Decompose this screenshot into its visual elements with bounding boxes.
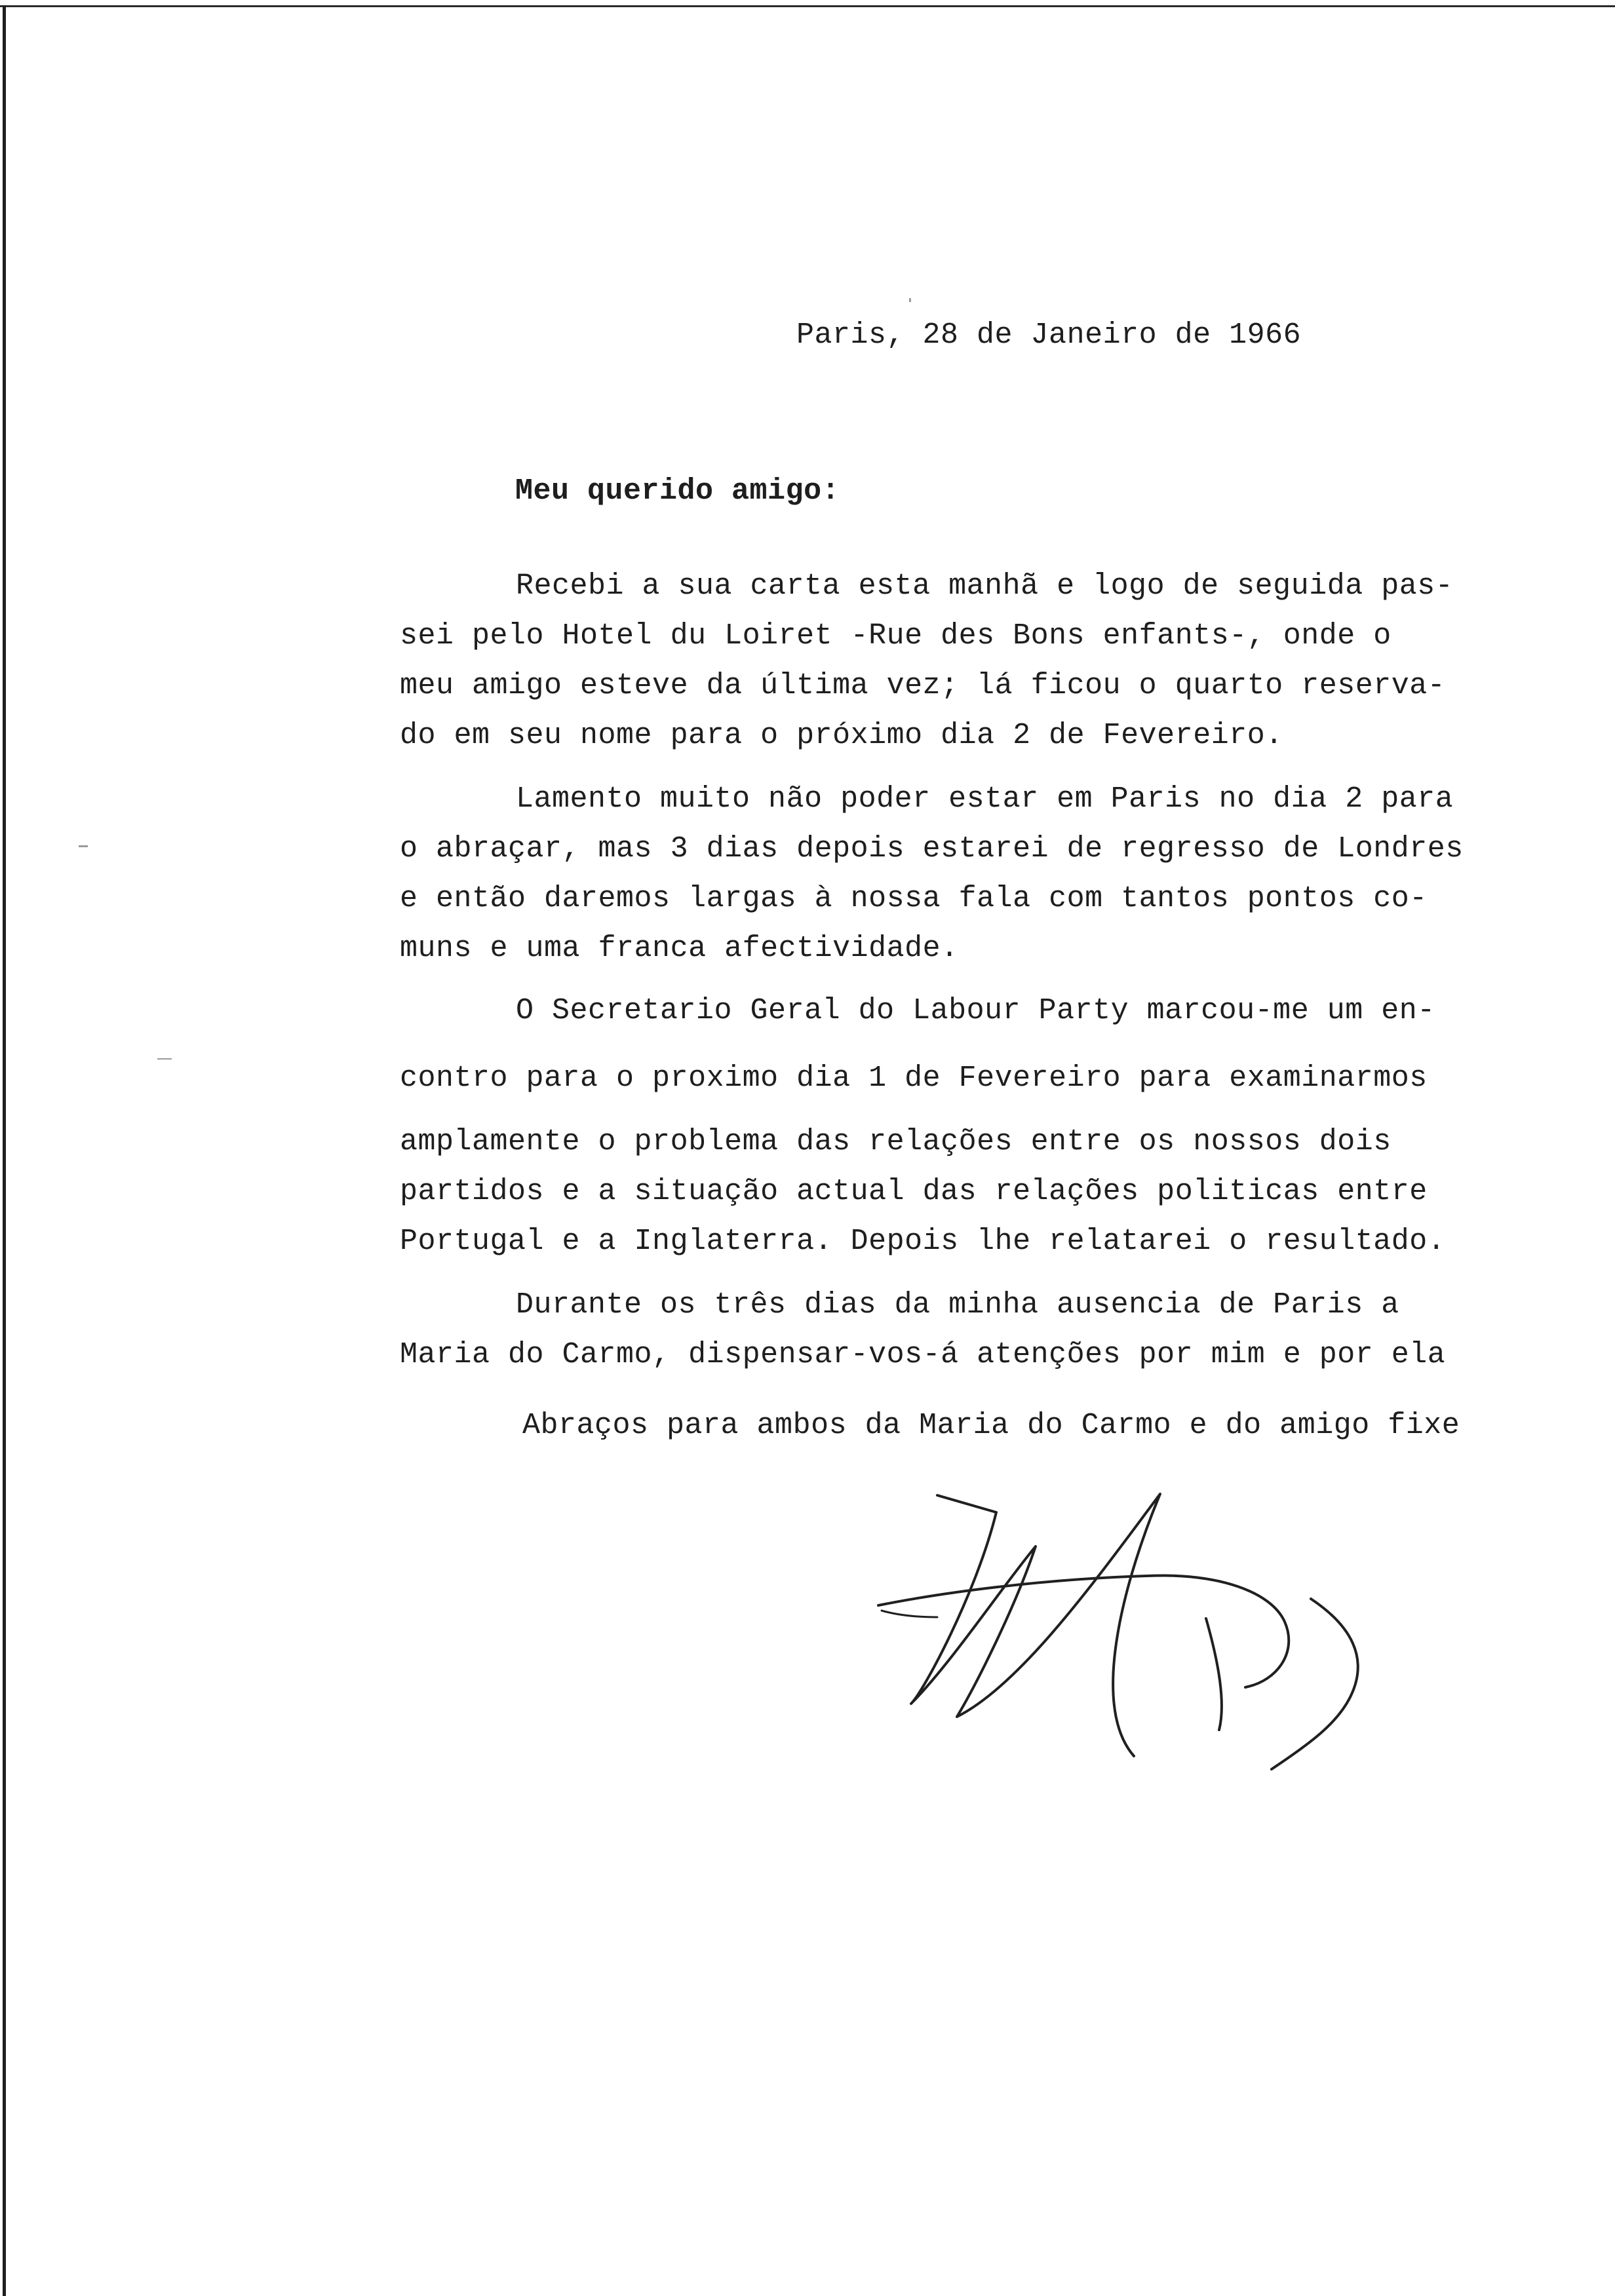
- date-line: Paris, 28 de Janeiro de 1966: [796, 318, 1302, 352]
- paragraph-3-line-3: amplamente o problema das relações entre os nossos dois: [400, 1125, 1391, 1158]
- paragraph-4-line-1: Durante os três dias da minha ausencia de Paris a: [516, 1288, 1399, 1322]
- paragraph-1-line-2: sei pelo Hotel du Loiret -Rue des Bons enfants-, onde o: [400, 619, 1391, 653]
- paragraph-1-line-3: meu amigo esteve da última vez; lá ficou o quarto reserva-: [400, 669, 1446, 702]
- paragraph-4-line-2: Maria do Carmo, dispensar-vos-á atenções por mim e por ela: [400, 1338, 1446, 1371]
- page-left-edge: [3, 5, 6, 2296]
- paragraph-3-line-2: contro para o proximo dia 1 de Fevereiro para examinarmos: [400, 1062, 1428, 1095]
- paragraph-2-line-4: muns e uma franca afectividade.: [400, 932, 959, 965]
- paragraph-3-line-5: Portugal e a Inglaterra. Depois lhe relatarei o resultado.: [400, 1225, 1446, 1258]
- page-top-edge: [0, 5, 1615, 7]
- paper-speck: [909, 298, 911, 302]
- paragraph-2-line-3: e então daremos largas à nossa fala com tantos pontos co-: [400, 882, 1428, 915]
- closing-line: Abraços para ambos da Maria do Carmo e do amigo fixe: [522, 1409, 1460, 1442]
- paragraph-2-line-1: Lamento muito não poder estar em Paris no dia 2 para: [516, 782, 1454, 816]
- handwritten-signature: [852, 1468, 1442, 1782]
- paragraph-2-line-2: o abraçar, mas 3 dias depois estarei de regresso de Londres: [400, 832, 1464, 866]
- paper-speck: [79, 845, 88, 847]
- paragraph-3-line-1: O Secretario Geral do Labour Party marcou-me um en-: [516, 994, 1435, 1027]
- paragraph-1-line-4: do em seu nome para o próximo dia 2 de Fevereiro.: [400, 719, 1283, 752]
- salutation: Meu querido amigo:: [515, 474, 840, 508]
- paper-speck: [157, 1058, 172, 1060]
- paragraph-3-line-4: partidos e a situação actual das relações politicas entre: [400, 1175, 1428, 1208]
- paragraph-1-line-1: Recebi a sua carta esta manhã e logo de seguida pas-: [516, 569, 1454, 603]
